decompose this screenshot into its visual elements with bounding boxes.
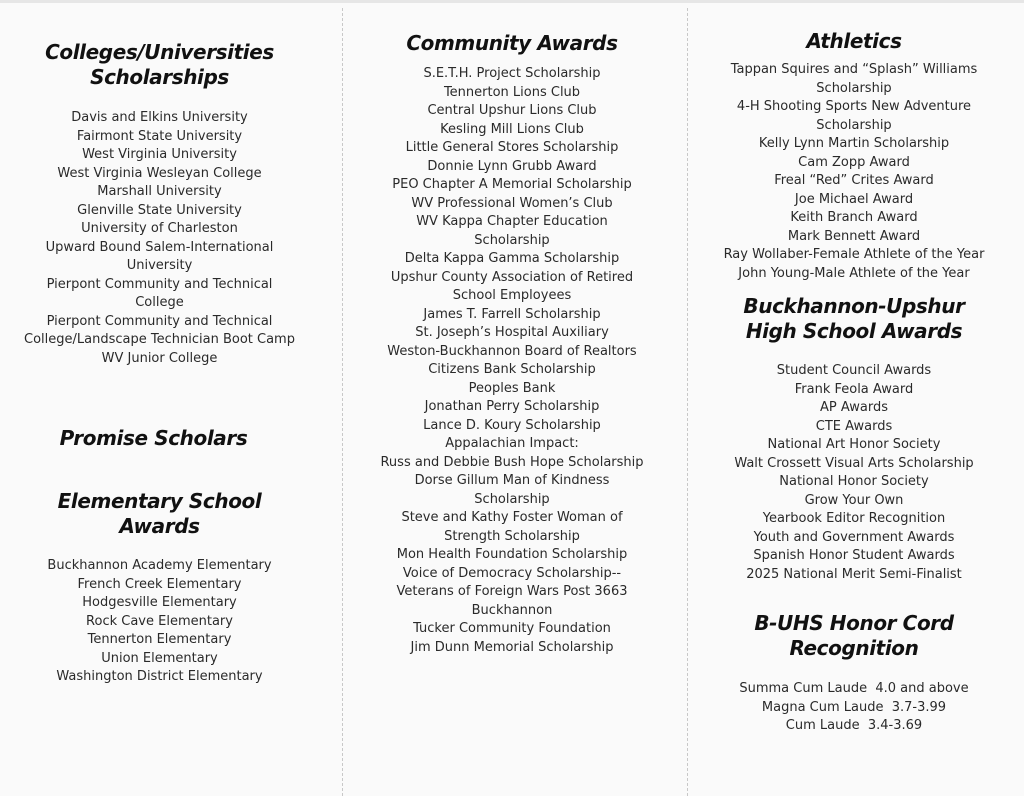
list-item: Tucker Community Foundation (413, 621, 611, 636)
list-item: Pierpont Community and Technical College/Landscape Technician Boot Camp (24, 313, 295, 347)
elementary-heading: Elementary School Awards (57, 489, 262, 538)
list-item: AP Awards (820, 400, 888, 415)
list-item: Citizens Bank Scholarship (428, 362, 596, 377)
list-item: John Young-Male Athlete of the Year (738, 265, 970, 281)
list-item: PEO Chapter A Memorial Scholarship (392, 177, 632, 192)
list-item: WV Junior College (101, 350, 218, 366)
list-item: Marshall University (97, 184, 222, 199)
panel-divider-left (342, 8, 343, 796)
list-item: CTE Awards (815, 418, 893, 434)
top-border (0, 0, 1024, 3)
promise-heading: Promise Scholars (59, 426, 248, 450)
list-item: Voice of Democracy Scholarship--Veterans of Foreign Wars Post 3663 Buckhannon (396, 565, 628, 618)
list-item: 2025 National Merit Semi-Finalist (746, 566, 962, 582)
buhs-list (712, 362, 996, 584)
community-heading: Community Awards (406, 31, 618, 55)
list-item: Freal “Red” Crites Award (774, 173, 934, 188)
list-item: James T. Farrell Scholarship (423, 306, 601, 322)
list-item: St. Joseph’s Hospital Auxiliary (415, 325, 609, 340)
colleges-heading: Colleges/Universities Scholarships (45, 40, 274, 89)
honor-cord-heading: B-UHS Honor Cord Recognition (754, 611, 954, 660)
community-list (368, 65, 656, 657)
list-item: Donnie Lynn Grubb Award (427, 158, 597, 174)
list-item: Hodgesville Elementary (82, 595, 237, 610)
list-item: Pierpont Community and Technical College (46, 276, 273, 310)
list-item: Jonathan Perry Scholarship (424, 399, 600, 414)
list-item: Yearbook Editor Recognition (762, 511, 946, 526)
list-item: Upward Bound Salem-International University (45, 239, 274, 273)
colleges-list (22, 109, 297, 368)
list-item: Fairmont State University (76, 128, 243, 144)
list-item: Buckhannon Academy Elementary (47, 558, 272, 573)
list-item: Rock Cave Elementary (86, 613, 233, 629)
list-item: Cum Laude 3.4-3.69 (785, 718, 923, 733)
list-item: West Virginia Wesleyan College (57, 165, 262, 181)
list-item: WV Professional Women’s Club (411, 195, 613, 211)
list-item: Upshur County Association of Retired School Employees (390, 269, 634, 303)
list-item: Summa Cum Laude 4.0 and above (739, 681, 969, 696)
list-item: National Honor Society (779, 474, 929, 489)
elementary-list (22, 557, 297, 687)
list-item: Delta Kappa Gamma Scholarship (404, 251, 620, 266)
list-item: Youth and Government Awards (753, 529, 955, 545)
list-item: Mark Bennett Award (787, 228, 921, 244)
list-item: Steve and Kathy Foster Woman of Strength Scholarship (401, 510, 623, 544)
buhs-heading: Buckhannon-Upshur High School Awards (743, 294, 965, 343)
list-item: Magna Cum Laude 3.7-3.99 (761, 699, 947, 715)
list-item: Mon Health Foundation Scholarship (396, 547, 628, 562)
list-item: Little General Stores Scholarship (405, 140, 619, 155)
list-item: Appalachian Impact: (445, 436, 579, 451)
list-item: Walt Crossett Visual Arts Scholarship (734, 455, 974, 471)
list-item: Russ and Debbie Bush Hope Scholarship (380, 454, 644, 470)
athletics-heading: Athletics (806, 29, 902, 53)
list-item: Joe Michael Award (794, 191, 914, 207)
list-item: Spanish Honor Student Awards (753, 548, 955, 563)
list-item: Central Upshur Lions Club (427, 103, 597, 118)
list-item: Tappan Squires and “Splash” Williams Scholarship (730, 62, 978, 96)
panel-divider-right (687, 8, 688, 796)
list-item: Grow Your Own (804, 492, 904, 508)
list-item: Tennerton Lions Club (443, 84, 581, 100)
list-item: Weston-Buckhannon Board of Realtors (387, 343, 637, 359)
list-item: Davis and Elkins University (71, 110, 248, 125)
list-item: Student Council Awards (776, 363, 932, 378)
list-item: Tennerton Elementary (87, 632, 232, 647)
list-item: Kesling Mill Lions Club (440, 121, 584, 137)
list-item: 4-H Shooting Sports New Adventure Scholarship (736, 99, 972, 133)
list-item: National Art Honor Society (767, 437, 941, 452)
list-item: S.E.T.H. Project Scholarship (423, 66, 601, 81)
list-item: University of Charleston (81, 221, 238, 236)
honor-cord-list (712, 680, 996, 736)
list-item: WV Kappa Chapter Education Scholarship (416, 214, 608, 248)
list-item: Union Elementary (101, 650, 218, 666)
list-item: Dorse Gillum Man of Kindness Scholarship (414, 473, 610, 507)
list-item: Keith Branch Award (790, 210, 918, 225)
athletics-list (712, 61, 996, 283)
list-item: Frank Feola Award (794, 381, 914, 397)
list-item: French Creek Elementary (77, 576, 242, 592)
list-item: Washington District Elementary (56, 669, 263, 684)
list-item: Lance D. Koury Scholarship (423, 417, 601, 433)
list-item: Cam Zopp Award (798, 154, 910, 170)
list-item: Ray Wollaber-Female Athlete of the Year (723, 247, 985, 262)
list-item: West Virginia University (82, 147, 237, 162)
list-item: Kelly Lynn Martin Scholarship (758, 136, 950, 151)
list-item: Peoples Bank (468, 380, 556, 396)
list-item: Glenville State University (77, 202, 242, 218)
list-item: Jim Dunn Memorial Scholarship (410, 639, 614, 655)
